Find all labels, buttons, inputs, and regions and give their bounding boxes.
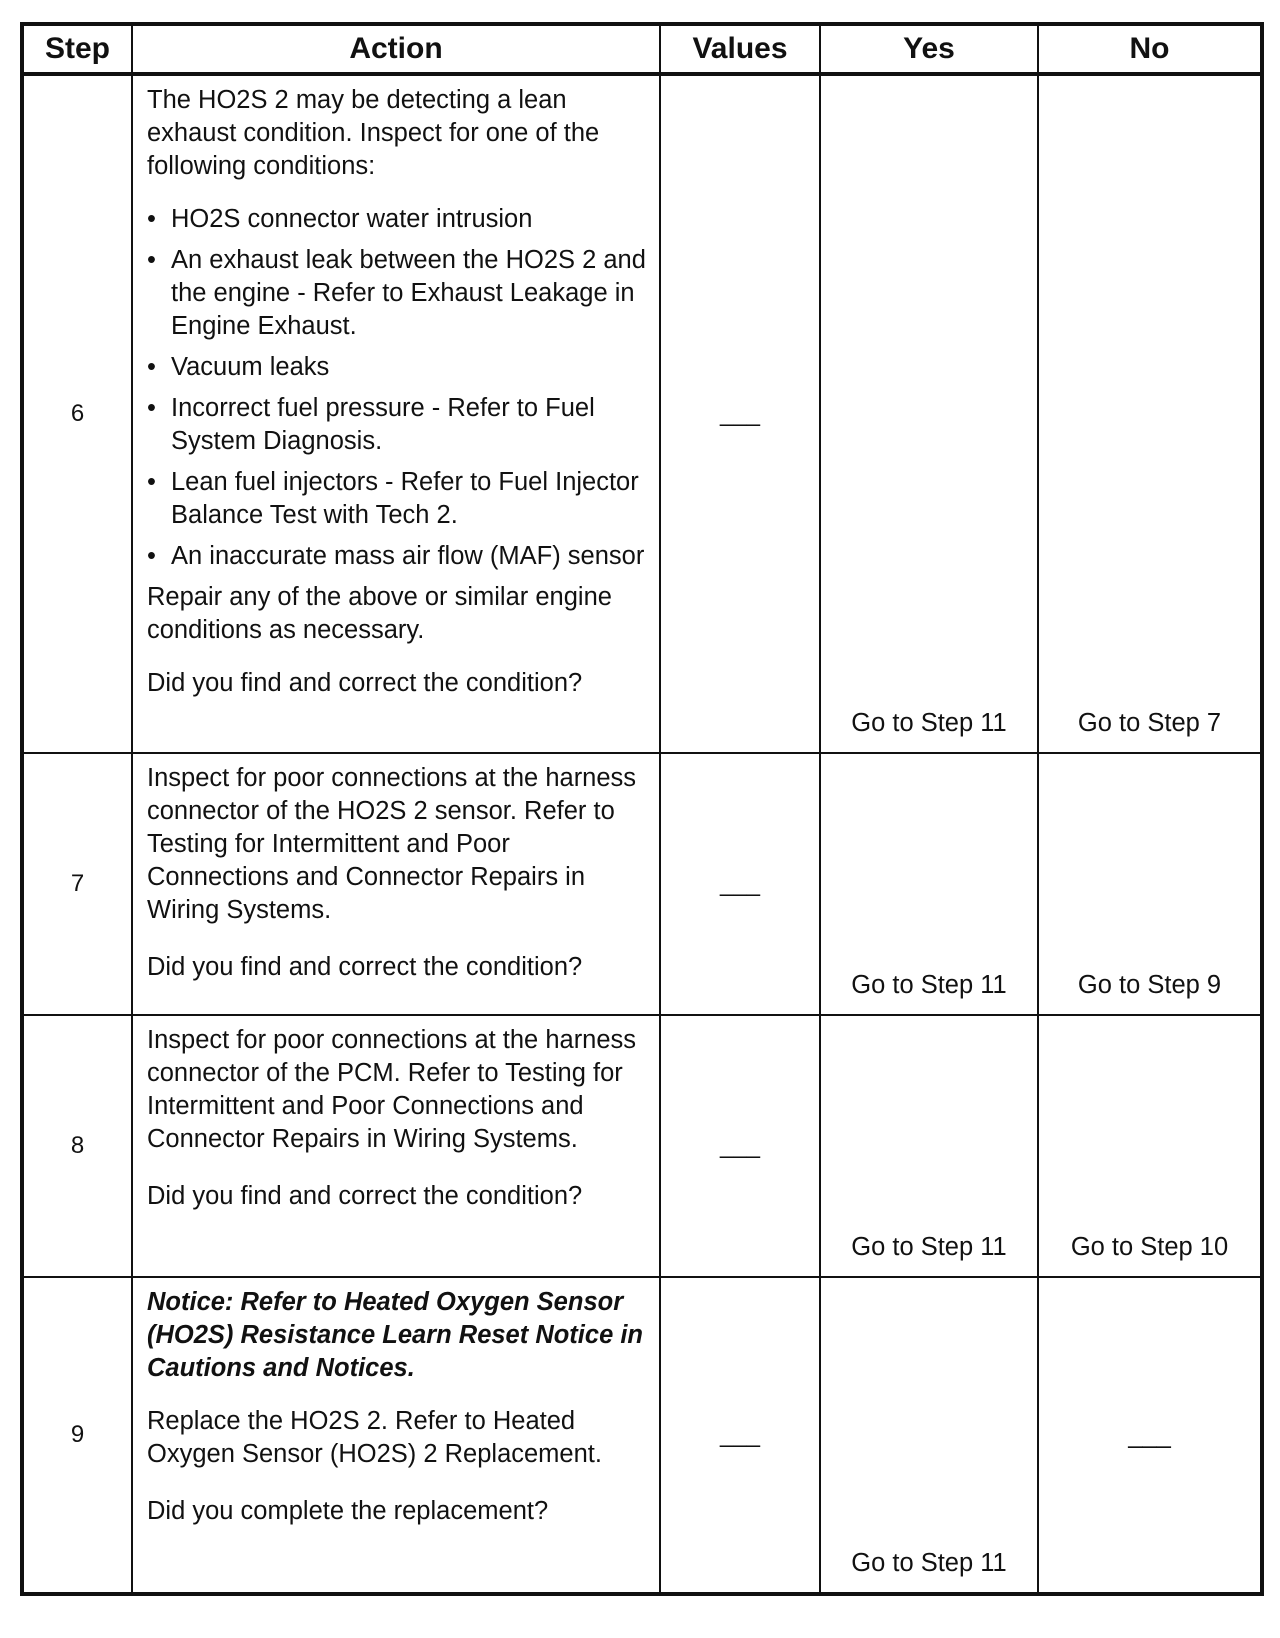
header-yes: Yes: [820, 24, 1038, 74]
values-cell: ___: [660, 1277, 820, 1594]
action-notice: Notice: Refer to Heated Oxygen Sensor (HO2S) Resistance Learn Reset Notice in Cautions and Notices.: [147, 1288, 643, 1382]
bullet-icon: •: [147, 394, 156, 422]
action-intro: Inspect for poor connections at the harness connector of the PCM. Refer to Testing for Intermittent and Poor Connections and Connector Repairs in Wiring Systems.: [147, 1026, 637, 1153]
list-item: • HO2S connector water intrusion: [147, 203, 649, 236]
values-cell: ___: [660, 753, 820, 1015]
no-cell: Go to Step 7: [1038, 74, 1262, 753]
action-cell: [132, 1277, 660, 1594]
list-item: • An inaccurate mass air flow (MAF) sensor: [147, 540, 649, 573]
step-number: 9: [22, 1277, 132, 1594]
table-row: [22, 1277, 1262, 1594]
bullet-icon: •: [147, 205, 156, 233]
condition-list: [147, 203, 649, 573]
yes-cell: Go to Step 11: [820, 1015, 1038, 1277]
header-row: [22, 24, 1262, 74]
step-number: 6: [22, 74, 132, 753]
action-intro: Inspect for poor connections at the harness connector of the HO2S 2 sensor. Refer to Testing for Intermittent and Poor Connections and Connector Repairs in Wiring Systems.: [147, 764, 637, 924]
table-row: [22, 74, 1262, 753]
action-question: Did you find and correct the condition?: [147, 669, 583, 697]
bullet-icon: •: [147, 353, 156, 381]
action-question: Did you find and correct the condition?: [147, 953, 583, 981]
bullet-icon: •: [147, 468, 156, 496]
bullet-icon: •: [147, 542, 156, 570]
step-number: 8: [22, 1015, 132, 1277]
table-row: [22, 753, 1262, 1015]
no-cell: Go to Step 10: [1038, 1015, 1262, 1277]
table-row: [22, 1015, 1262, 1277]
header-step: Step: [22, 24, 132, 74]
bullet-icon: •: [147, 246, 156, 274]
action-cell: [132, 1015, 660, 1277]
step-number: 7: [22, 753, 132, 1015]
list-item: • Incorrect fuel pressure - Refer to Fuel System Diagnosis.: [147, 394, 595, 455]
action-intro: Replace the HO2S 2. Refer to Heated Oxygen Sensor (HO2S) 2 Replacement.: [147, 1407, 602, 1468]
list-item: • Lean fuel injectors - Refer to Fuel Injector Balance Test with Tech 2.: [147, 468, 639, 529]
no-cell: Go to Step 9: [1038, 753, 1262, 1015]
values-cell: ___: [660, 74, 820, 753]
action-question: Did you find and correct the condition?: [147, 1182, 583, 1210]
no-cell: ___: [1038, 1277, 1262, 1594]
list-item: • An exhaust leak between the HO2S 2 and the engine - Refer to Exhaust Leakage in Engine Exhaust.: [147, 246, 646, 340]
yes-cell: Go to Step 11: [820, 74, 1038, 753]
header-no: No: [1038, 24, 1262, 74]
header-values: Values: [660, 24, 820, 74]
diagnostic-table: [20, 22, 1264, 1596]
yes-cell: Go to Step 11: [820, 753, 1038, 1015]
yes-cell: Go to Step 11: [820, 1277, 1038, 1594]
action-question: Did you complete the replacement?: [147, 1497, 549, 1525]
action-intro: The HO2S 2 may be detecting a lean exhaust condition. Inspect for one of the following conditions:: [147, 86, 600, 180]
header-action: Action: [132, 24, 660, 74]
action-repair: Repair any of the above or similar engine conditions as necessary.: [147, 583, 612, 644]
action-cell: [132, 74, 660, 753]
values-cell: ___: [660, 1015, 820, 1277]
list-item: • Vacuum leaks: [147, 351, 649, 384]
action-cell: [132, 753, 660, 1015]
